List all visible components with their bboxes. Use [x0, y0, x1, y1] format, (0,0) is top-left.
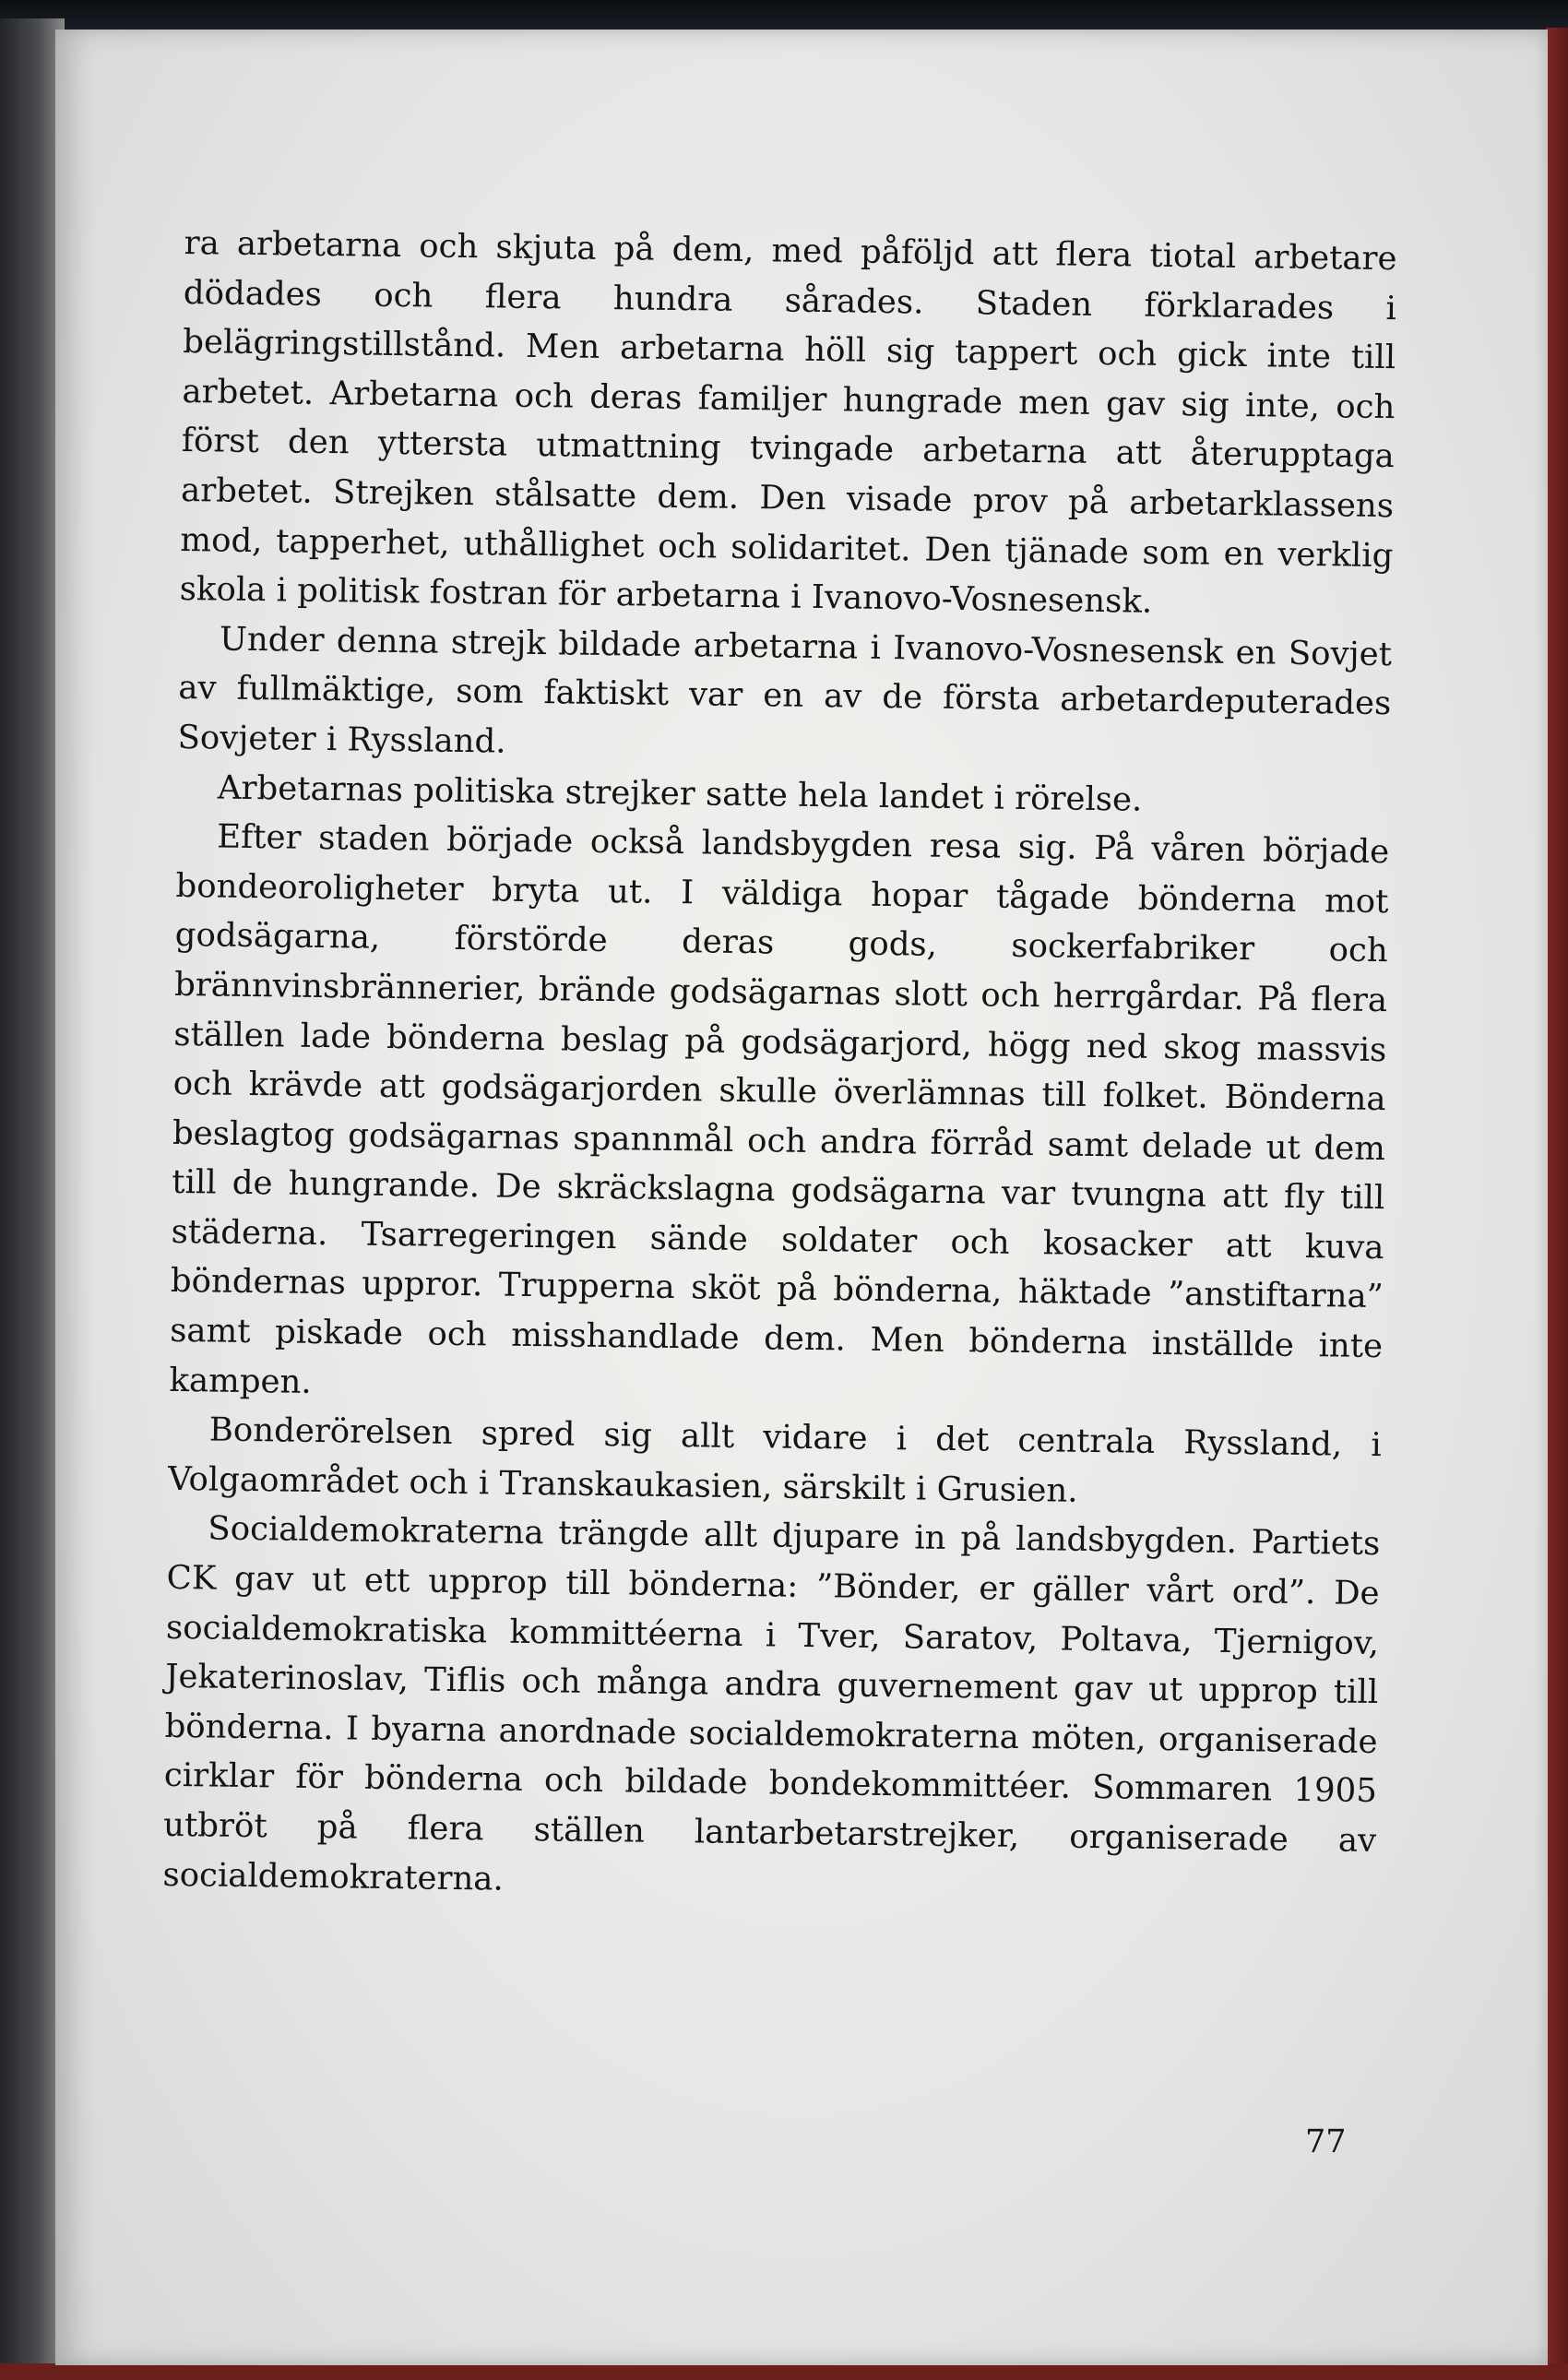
page-number: 77	[1305, 2124, 1347, 2160]
paragraph-3: Arbetarnas politiska strejker satte hela landet i rörelse.	[217, 768, 1143, 819]
paragraph-2: Under denna strejk bildade arbetarna i Ivanovo-Vosnesensk en Sovjet av fullmäktige, som faktiskt var en av de första arbetardeputerades Sovjeter i Ryssland.	[177, 620, 1393, 761]
body-text	[162, 219, 1397, 1915]
book-page	[55, 30, 1548, 2365]
paragraph-6: Socialdemokraterna trängde allt djupare in på landsbygden. Partiets CK gav ut ett upprop till bönderna: ”Bönder, er gäller vårt ord”. De socialdemokratiska kommittéerna i Tver, Saratov, Poltava, Tjernigov, Jekaterinoslav, Tiflis och många andra guvernement gav ut upprop till bönderna. I byarna anordnade socialdemokraterna möten, organiserade cirklar för bönderna och bildade bondekommittéer. Sommaren 1905 utbröt på flera ställen lantarbetarstrejker, organiserade av socialdemokraterna.	[162, 1509, 1381, 1898]
book-cover-edge	[1546, 28, 1568, 2380]
paragraph-4: Efter staden började också landsbygden resa sig. På våren började bondeoroligheter bryta ut. I väldiga hopar tågade bönderna mot godsägarna, förstörde deras gods, sockerfabriker och brännvinsbrännerier, brände godsägarnas slott och herrgårdar. På flera ställen lade bönderna beslag på godsägarjord, högg ned skog massvis och krävde att godsägarjorden skulle överlämnas till folket. Bönderna beslagtog godsägarnas spannmål och andra förråd samt delade ut dem till de hungrande. De skräckslagna godsägarna var tvungna att fly till städerna. Tsarregeringen sände soldater och kosacker att kuva böndernas uppror. Trupperna sköt på bönderna, häktade ”anstiftarna” samt piskade och misshandlade dem. Men bönderna inställde inte kampen.	[169, 817, 1390, 1401]
book-bottom-edge	[0, 2363, 1568, 2380]
paragraph-5: Bonderörelsen spred sig allt vidare i det centrala Ryssland, i Volgaområdet och i Transkaukasien, särskilt i Grusien.	[167, 1410, 1382, 1510]
paragraph-1: ra arbetarna och skjuta på dem, med påföljd att flera tiotal arbetare dödades och flera hundra sårades. Staden förklarades i belägringstillstånd. Men arbetarna höll sig tappert och gick inte till arbetet. Arbetarna och deras familjer hungrade men gav sig inte, och först den yttersta utmattning tvingade arbetarna att återupptaga arbetet. Strejken stålsatte dem. Den visade prov på arbetarklassens mod, tapperhet, uthållighet och solidaritet. Den tjänade som en verklig skola i politisk fostran för arbetarna i Ivanovo-Vosnesensk.	[179, 223, 1397, 621]
